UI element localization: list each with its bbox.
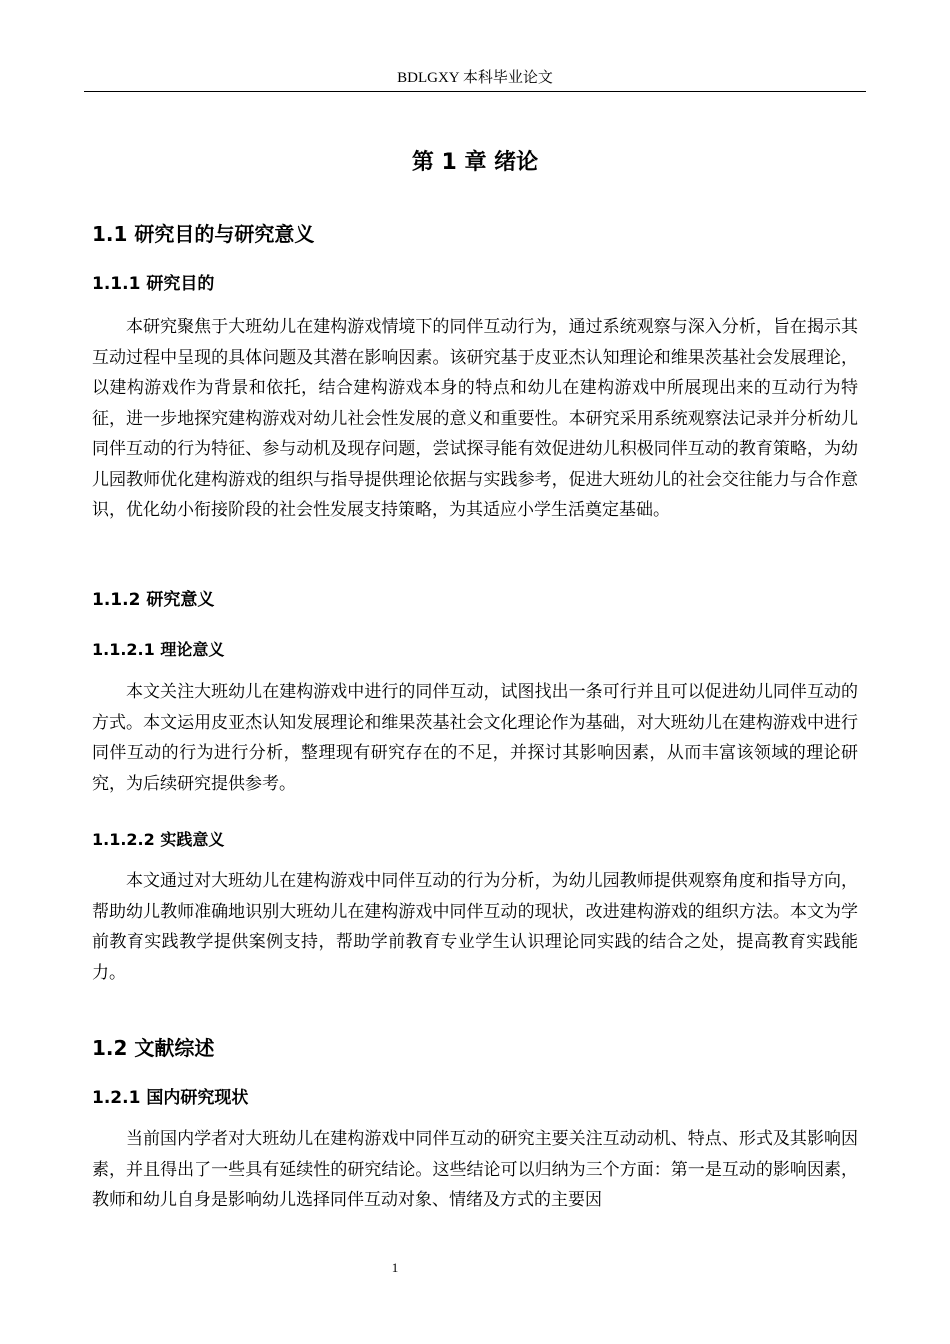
paragraph-domestic-research: 当前国内学者对大班幼儿在建构游戏中同伴互动的研究主要关注互动动机、特点、形式及其影响因素，并且得出了一些具有延续性的研究结论。这些结论可以归纳为三个方面：第一是互动的影响因素，教师和幼儿自身是影响幼儿选择同伴互动对象、情绪及方式的主要因	[92, 1129, 858, 1210]
section-heading-1-1: 1.1 研究目的与研究意义	[92, 222, 315, 246]
section-heading-1-1-2-1: 1.1.2.1 理论意义	[92, 640, 225, 659]
section-heading-1-1-1: 1.1.1 研究目的	[92, 274, 215, 294]
running-header: BDLGXY 本科毕业论文	[397, 70, 553, 86]
section-heading-1-2-1: 1.2.1 国内研究现状	[92, 1088, 249, 1108]
page-number: 1	[391, 1260, 399, 1275]
section-heading-1-1-2-2: 1.1.2.2 实践意义	[92, 830, 225, 849]
header-divider	[84, 91, 866, 92]
section-heading-1-1-2: 1.1.2 研究意义	[92, 590, 215, 610]
chapter-title: 第 1 章 绪论	[411, 150, 539, 175]
paragraph-research-purpose: 本研究聚焦于大班幼儿在建构游戏情境下的同伴互动行为，通过系统观察与深入分析，旨在揭示其互动过程中呈现的具体问题及其潜在影响因素。该研究基于皮亚杰认知理论和维果茨基社会发展理论，以建构游戏作为背景和依托，结合建构游戏本身的特点和幼儿在建构游戏中所展现出来的互动行为特征，进一步地探究建构游戏对幼儿社会性发展的意义和重要性。本研究采用系统观察法记录并分析幼儿同伴互动的行为特征、参与动机及现存问题，尝试探寻能有效促进幼儿积极同伴互动的教育策略，为幼儿园教师优化建构游戏的组织与指导提供理论依据与实践参考，促进大班幼儿的社会交往能力与合作意识，优化幼小衔接阶段的社会性发展支持策略，为其适应小学生活奠定基础。	[92, 317, 858, 520]
section-heading-1-2: 1.2 文献综述	[92, 1036, 215, 1060]
paragraph-practical-significance: 本文通过对大班幼儿在建构游戏中同伴互动的行为分析，为幼儿园教师提供观察角度和指导方向，帮助幼儿教师准确地识别大班幼儿在建构游戏中同伴互动的现状，改进建构游戏的组织方法。本文为学前教育实践教学提供案例支持，帮助学前教育专业学生认识理论同实践的结合之处，提高教育实践能力。	[92, 871, 858, 983]
paragraph-theoretical-significance: 本文关注大班幼儿在建构游戏中进行的同伴互动，试图找出一条可行并且可以促进幼儿同伴互动的方式。本文运用皮亚杰认知发展理论和维果茨基社会文化理论作为基础，对大班幼儿在建构游戏中进行同伴互动的行为进行分析，整理现有研究存在的不足，并探讨其影响因素，从而丰富该领域的理论研究，为后续研究提供参考。	[92, 682, 858, 794]
